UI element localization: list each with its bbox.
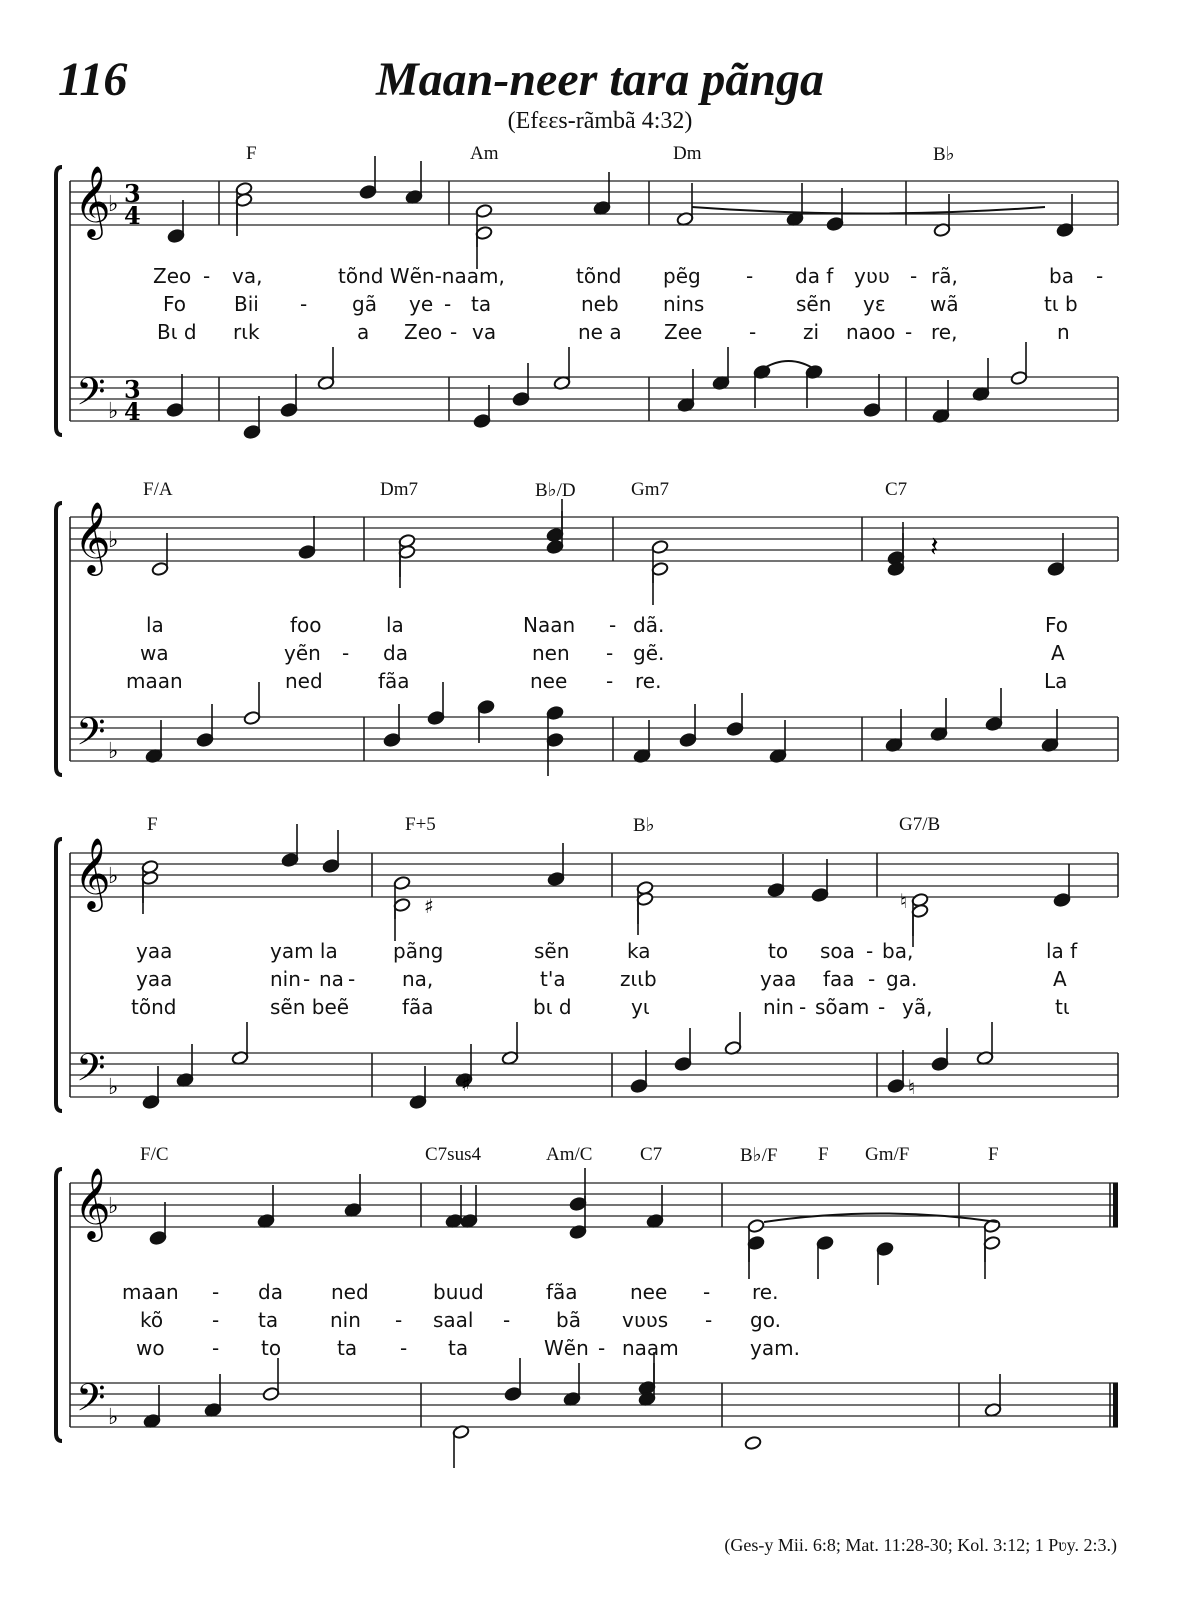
chord-symbol: C7sus4 [425, 1144, 481, 1165]
time-signature: 3 [124, 375, 141, 404]
flat-sign: ♭ [108, 1405, 119, 1430]
lyric-syllable: dã. [633, 613, 665, 637]
accidental-sign: ♮ [900, 889, 908, 913]
lyric-syllable: Naan [523, 613, 576, 637]
lyric-syllable: - [878, 995, 886, 1019]
lyric-syllable: ba [1049, 264, 1074, 288]
tie-slur [764, 1214, 997, 1223]
lyric-syllable: - [300, 292, 308, 316]
treble-clef: 𝄞 [74, 500, 111, 573]
chord-symbol: Am/C [546, 1144, 593, 1165]
lyric-syllable: to [261, 1336, 282, 1360]
lyric-syllable: nee [630, 1280, 668, 1304]
chord-symbol: Dm [673, 143, 702, 164]
system-bracket [56, 503, 62, 775]
lyric-syllable: - [705, 1308, 713, 1332]
lyric-syllable: Wẽn [544, 1336, 589, 1360]
lyric-syllable: sẽn [796, 292, 832, 316]
treble-clef: 𝄞 [74, 1166, 111, 1239]
lyric-syllable: - [799, 995, 807, 1019]
lyric-syllable: tɩ b [1044, 292, 1078, 316]
lyric-syllable: yam la [270, 939, 338, 963]
lyric-syllable: la [146, 613, 164, 637]
lyric-syllable: nins [663, 292, 705, 316]
hymn-number: 116 [58, 53, 128, 106]
chord-symbol: F [988, 1144, 999, 1165]
lyric-syllable: va [472, 320, 497, 344]
lyric-syllable: ta [258, 1308, 279, 1332]
lyric-syllable: yɛ [863, 292, 886, 316]
lyric-syllable: yaa [136, 939, 173, 963]
lyric-syllable: - [1096, 264, 1104, 288]
lyric-syllable: tõnd Wẽn-naam, [338, 264, 505, 288]
lyric-syllable: nin [270, 967, 301, 991]
lyric-syllable: naoo [846, 320, 896, 344]
lyric-syllable: ne a [578, 320, 622, 344]
accidental-sign: ♮ [908, 1075, 916, 1099]
lyric-syllable: Zeo [404, 320, 443, 344]
lyric-syllable: yaa [760, 967, 797, 991]
lyric-syllable: soa [820, 939, 855, 963]
lyric-syllable: ta [471, 292, 492, 316]
lyric-syllable: ned [331, 1280, 369, 1304]
lyric-syllable: nin [763, 995, 794, 1019]
lyric-syllable: wo [136, 1336, 165, 1360]
lyric-syllable: go. [750, 1308, 781, 1332]
lyric-syllable: - [905, 320, 913, 344]
lyric-syllable: Bɩ d [157, 320, 197, 344]
lyric-syllable: ned [285, 669, 323, 693]
lyric-syllable: yɩ [631, 995, 650, 1019]
lyric-syllable: - [606, 641, 614, 665]
chord-symbol: C7 [885, 479, 908, 500]
system-bracket [56, 839, 62, 1111]
lyric-syllable: tõnd [576, 264, 622, 288]
lyric-syllable: - [703, 1280, 711, 1304]
chord-symbol: F [246, 143, 257, 164]
chord-symbol: F [818, 1144, 829, 1165]
lyric-syllable: - [348, 967, 356, 991]
quarter-rest: 𝄽 [930, 530, 939, 563]
lyric-syllable: sẽn beẽ [270, 995, 350, 1019]
lyric-syllable: a [357, 320, 370, 344]
lyric-syllable: yʋʋ [854, 264, 890, 288]
lyric-syllable: - [342, 641, 350, 665]
chord-symbol: Dm7 [380, 479, 418, 500]
lyric-syllable: Zeo [153, 264, 192, 288]
chord-symbol: Am [470, 143, 499, 164]
lyric-syllable: - [598, 1336, 606, 1360]
lyric-syllable: maan [122, 1280, 179, 1304]
lyric-syllable: - [395, 1308, 403, 1332]
lyric-syllable: - [866, 939, 874, 963]
chord-symbol: Gm/F [865, 1144, 910, 1165]
lyric-syllable: - [609, 613, 617, 637]
chord-symbol: Gm7 [631, 479, 669, 500]
chord-symbol: F+5 [405, 814, 436, 835]
bass-clef: 𝄢 [76, 1375, 106, 1429]
lyric-syllable: tõnd [131, 995, 177, 1019]
scripture-footnote: (Ges-y Mii. 6:8; Mat. 11:28-30; Kol. 3:12; 1 Pʋy. 2:3.) [724, 1535, 1117, 1555]
chord-symbol: B♭/D [535, 480, 576, 501]
lyric-syllable: pẽg [663, 264, 701, 288]
lyric-syllable: buud [433, 1280, 484, 1304]
lyric-syllable: re, [931, 320, 958, 344]
flat-sign: ♭ [108, 864, 119, 889]
tie-slur [692, 207, 1045, 214]
treble-clef: 𝄞 [74, 164, 111, 237]
final-barline [1113, 1383, 1118, 1427]
lyric-syllable: yaa [136, 967, 173, 991]
lyric-syllable: La [1044, 669, 1068, 693]
hymn-title: Maan-neer tara pãnga [375, 53, 825, 106]
lyric-syllable: na, [402, 967, 434, 991]
lyric-syllable: Bii [234, 292, 259, 316]
lyric-syllable: wa [140, 641, 169, 665]
chord-symbol: B♭ [633, 815, 655, 836]
lyric-syllable: n [1057, 320, 1070, 344]
accidental-sign: ♯ [424, 894, 434, 918]
time-signature: 4 [124, 397, 141, 426]
lyric-syllable: - [203, 264, 211, 288]
lyric-syllable: va, [232, 264, 263, 288]
lyric-syllable: yẽn [284, 641, 321, 665]
chord-symbol: B♭ [933, 144, 955, 165]
lyric-syllable: - [400, 1336, 408, 1360]
lyric-syllable: la [386, 613, 404, 637]
lyric-syllable: rɩk [233, 320, 260, 344]
lyric-syllable: ta [337, 1336, 358, 1360]
lyric-syllable: Zee [664, 320, 703, 344]
time-signature: 3 [124, 179, 141, 208]
lyric-syllable: ta [448, 1336, 469, 1360]
lyric-syllable: re. [635, 669, 662, 693]
lyric-syllable: - [746, 264, 754, 288]
final-barline [1113, 1183, 1118, 1227]
lyric-syllable: nee [530, 669, 568, 693]
notehead [744, 1435, 762, 1450]
flat-sign: ♭ [108, 192, 119, 217]
bass-clef: 𝄢 [76, 369, 106, 423]
lyric-syllable: - [450, 320, 458, 344]
lyric-syllable: ga. [886, 967, 918, 991]
lyric-syllable: bã [556, 1308, 581, 1332]
lyric-syllable: vʋʋs [622, 1308, 669, 1332]
lyric-syllable: - [212, 1308, 220, 1332]
lyric-syllable: bɩ d [533, 995, 572, 1019]
system-bracket [56, 1169, 62, 1441]
lyric-syllable: Fo [1045, 613, 1069, 637]
flat-sign: ♭ [108, 739, 119, 764]
lyric-syllable: na [319, 967, 344, 991]
lyric-syllable: sẽn [534, 939, 570, 963]
chord-symbol: F/A [143, 479, 173, 500]
chord-symbol: F [147, 814, 158, 835]
lyric-syllable: tɩ [1055, 995, 1070, 1019]
lyric-syllable: re. [752, 1280, 779, 1304]
chord-symbol: B♭/F [740, 1145, 778, 1166]
chord-symbol: F/C [140, 1144, 169, 1165]
lyric-syllable: yã, [902, 995, 933, 1019]
lyric-syllable: foo [290, 613, 322, 637]
lyric-syllable: saal [433, 1308, 474, 1332]
bass-clef: 𝄢 [76, 709, 106, 763]
bass-clef: 𝄢 [76, 1045, 106, 1099]
lyric-syllable: faa [823, 967, 855, 991]
lyric-syllable: fãa [378, 669, 410, 693]
lyric-syllable: - [212, 1280, 220, 1304]
lyric-syllable: nen [532, 641, 570, 665]
lyric-syllable: da f [795, 264, 834, 288]
lyric-syllable: la f [1046, 939, 1078, 963]
lyric-syllable: wã [930, 292, 959, 316]
lyric-syllable: da [258, 1280, 283, 1304]
flat-sign: ♭ [108, 399, 119, 424]
lyric-syllable: naam [622, 1336, 679, 1360]
lyric-syllable: sõam [815, 995, 870, 1019]
lyric-syllable: - [868, 967, 876, 991]
lyric-syllable: - [749, 320, 757, 344]
lyric-syllable: - [503, 1308, 511, 1332]
lyric-syllable: maan [126, 669, 183, 693]
lyric-syllable: A [1051, 641, 1065, 665]
system-bracket [56, 167, 62, 435]
lyric-syllable: A [1053, 967, 1067, 991]
lyric-syllable: - [303, 967, 311, 991]
lyric-syllable: rã, [931, 264, 958, 288]
lyric-syllable: neb [581, 292, 619, 316]
lyric-syllable: - [444, 292, 452, 316]
lyric-syllable: fãa [402, 995, 434, 1019]
flat-sign: ♭ [108, 528, 119, 553]
lyric-syllable: kõ [140, 1308, 164, 1332]
lyric-syllable: - [606, 669, 614, 693]
lyric-syllable: - [910, 264, 918, 288]
accidental-sign: ♯ [461, 1072, 471, 1096]
lyric-syllable: ba, [882, 939, 914, 963]
lyric-syllable: t'a [540, 967, 566, 991]
flat-sign: ♭ [108, 1075, 119, 1100]
lyric-syllable: gã [352, 292, 377, 316]
chord-symbol: C7 [640, 1144, 663, 1165]
flat-sign: ♭ [108, 1194, 119, 1219]
lyric-syllable: pãng [393, 939, 444, 963]
lyric-syllable: zi [803, 320, 820, 344]
lyric-syllable: da [383, 641, 408, 665]
time-signature: 4 [124, 201, 141, 230]
chord-symbol: G7/B [899, 814, 941, 835]
lyric-syllable: gẽ. [633, 641, 665, 665]
treble-clef: 𝄞 [74, 836, 111, 909]
lyric-syllable: zɩɩb [620, 967, 657, 991]
lyric-syllable: ye [409, 292, 434, 316]
scripture-reference: (Efɛɛs-rãmbã 4:32) [507, 108, 693, 134]
lyric-syllable: to [768, 939, 789, 963]
lyric-syllable: ka [627, 939, 651, 963]
lyric-syllable: - [212, 1336, 220, 1360]
lyric-syllable: Fo [163, 292, 187, 316]
lyric-syllable: yam. [750, 1336, 800, 1360]
lyric-syllable: fãa [546, 1280, 578, 1304]
lyric-syllable: nin [330, 1308, 361, 1332]
